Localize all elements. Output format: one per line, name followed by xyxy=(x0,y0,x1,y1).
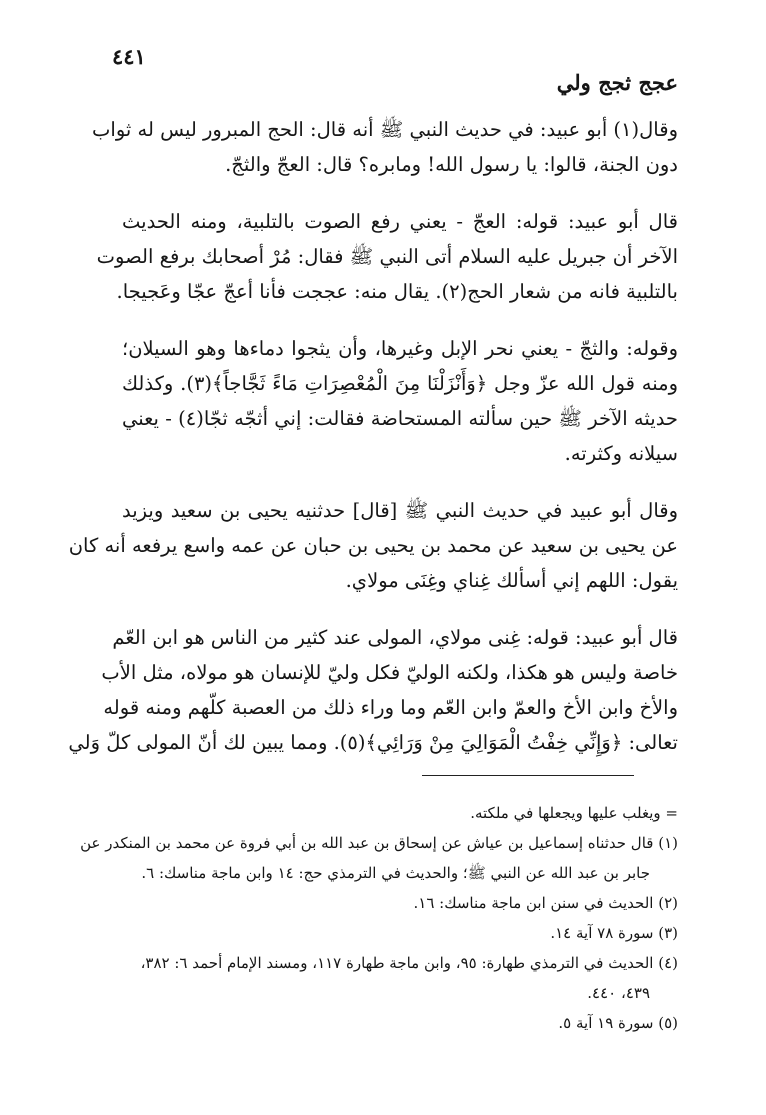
footnote-2: (٢) الحديث في سنن ابن ماجة مناسك: ١٦. xyxy=(413,894,678,912)
paragraph xyxy=(92,112,678,182)
text-line: عن يحيى بن سعيد عن محمد بن يحيى بن حبان عن عمه واسع يرفعه أنه كان xyxy=(68,534,678,557)
text-line: تعالى: ﴿وَإِنِّي خِفْتُ الْمَوَالِيَ مِنْ وَرَائِي﴾(٥). ومما يبين لك أنّ المولى كلّ وَلي xyxy=(68,731,678,754)
text-line: قال أبو عبيد: قوله: غِنى مولاي، المولى عند كثير من الناس هو ابن العّم xyxy=(112,626,678,649)
text-line: الآخر أن جبريل عليه السلام أتى النبي ﷺ فقال: مُرْ أصحابك برفع الصوت xyxy=(96,245,678,268)
footnote-separator xyxy=(422,775,634,776)
text-line: والأخ وابن الأخ والعمّ وابن العّم وما وراء ذلك من العصبة كلّهم ومنه قوله xyxy=(103,696,678,719)
footnote-1-continued: جابر بن عبد الله عن النبي ﷺ؛ والحديث في الترمذي حج: ١٤ وابن ماجة مناسك: ٦. xyxy=(141,864,650,882)
text-line: ومنه قول الله عزّ وجل ﴿وَأَنْزَلْنَا مِنَ الْمُعْصِرَاتِ مَاءً ثَجَّاجاً﴾(٣). وكذلك xyxy=(122,372,678,395)
footnote-5: (٥) سورة ١٩ آية ٥. xyxy=(558,1014,678,1032)
footnote-continuation: = ويغلب عليها ويجعلها في ملكته. xyxy=(470,804,678,822)
footnote-4: (٤) الحديث في الترمذي طهارة: ٩٥، وابن ماجة طهارة ١١٧، ومسند الإمام أحمد ٦: ٣٨٢، xyxy=(140,954,678,972)
body-text xyxy=(68,112,678,782)
text-line: يقول: اللهم إني أسألك غِناي وغِنَى مولاي. xyxy=(345,569,678,592)
text-line: وقوله: والثجّ - يعني نحر الإبل وغيرها، وأن يثجوا دماءها وهو السيلان؛ xyxy=(122,337,678,360)
text-line: سيلانه وكثرته. xyxy=(564,442,678,465)
paragraph xyxy=(68,620,678,760)
page-number: ٤٤١ xyxy=(112,44,146,69)
paragraph xyxy=(122,331,678,471)
text-line: حديثه الآخر ﷺ حين سألته المستحاضة فقالت: إني أثجّه ثجّا(٤) - يعني xyxy=(122,407,678,430)
text-line: بالتلبية فانه من شعار الحج(٢). يقال منه: عججت فأنا أعجّ عجّا وعَجيجا. xyxy=(116,280,678,303)
text-line: وقال(١) أبو عبيد: في حديث النبي ﷺ أنه قال: الحج المبرور ليس له ثواب xyxy=(92,118,678,141)
running-header: عجج ثجج ولي xyxy=(556,70,678,95)
text-line: قال أبو عبيد: قوله: العجّ - يعني رفع الصوت بالتلبية، ومنه الحديث xyxy=(122,210,678,233)
text-line: خاصة وليس هو هكذا، ولكنه الوليّ فكل وليّ للإنسان هو مولاه، مثل الأب xyxy=(101,661,678,684)
text-line: دون الجنة، قالوا: يا رسول الله! ومابره؟ قال: العجّ والثجّ. xyxy=(225,153,678,176)
footnote-1: (١) قال حدثناه إسماعيل بن عياش عن إسحاق بن عبد الله بن أبي فروة عن محمد بن المنكدر عن xyxy=(80,834,678,852)
paragraph xyxy=(68,493,678,598)
footnotes xyxy=(80,798,678,1038)
footnote-4-continued: ٤٣٩، ٤٤٠. xyxy=(587,984,650,1002)
text-line: وقال أبو عبيد في حديث النبي ﷺ [قال] حدثنيه يحيى بن سعيد ويزيد xyxy=(122,499,678,522)
paragraph xyxy=(96,204,678,309)
footnote-3: (٣) سورة ٧٨ آية ١٤. xyxy=(550,924,678,942)
